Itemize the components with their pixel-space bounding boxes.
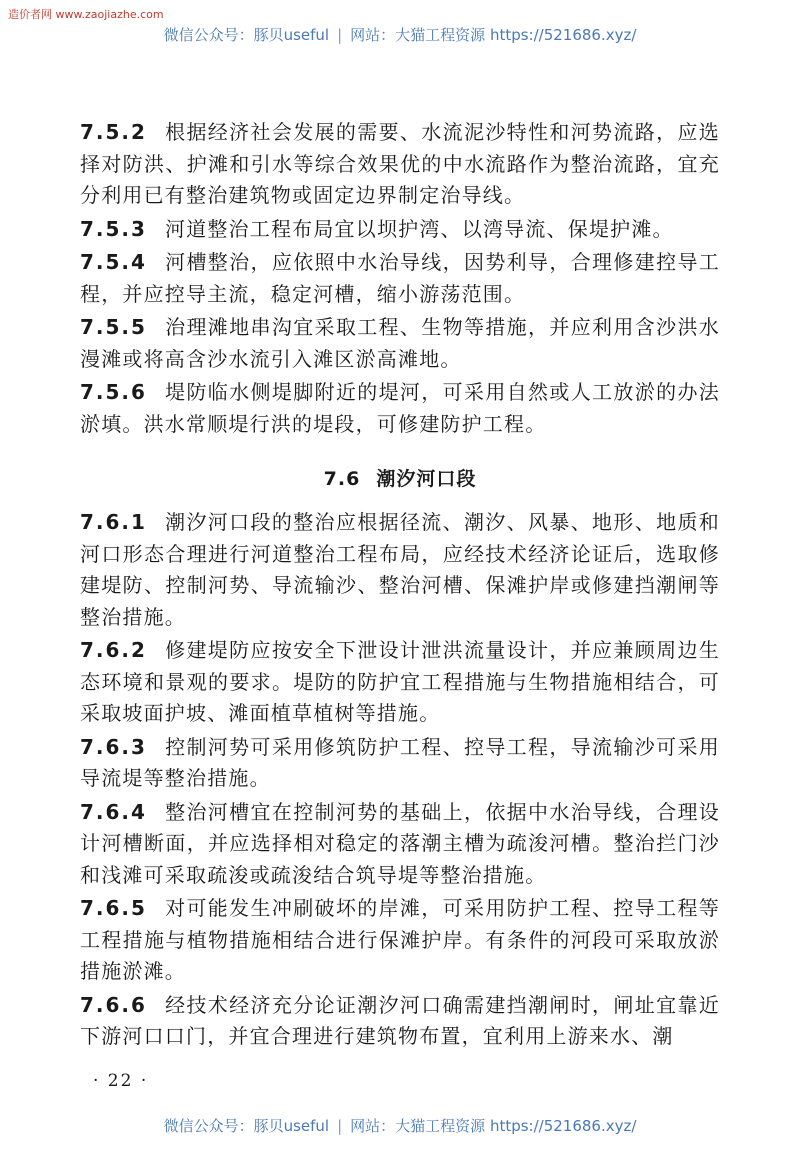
- clause-number: 7.6.1: [80, 510, 147, 534]
- clause-number: 7.5.6: [80, 380, 147, 404]
- site-text: 网站：大猫工程资源: [350, 26, 486, 44]
- clause-text: 对可能发生冲刷破坏的岸滩，可采用防护工程、控导工程等工程措施与植物措施相结合进行保滩护岸。有条件的河段可采取放淤措施淤滩。: [80, 896, 720, 983]
- clause-number: 7.6.5: [80, 896, 147, 920]
- separator: |: [337, 1117, 343, 1135]
- section-heading: [80, 464, 720, 491]
- clause-number: 7.6.3: [80, 734, 147, 759]
- clause-number: 7.6.6: [80, 992, 147, 1017]
- clause-number: 7.5.3: [80, 216, 147, 241]
- clause-number: 7.5.5: [80, 315, 147, 339]
- clause-text: 整治河槽宜在控制河势的基础上，依据中水治导线，合理设计河槽断面，并应选择相对稳定的落潮主槽为疏浚河槽。整治拦门沙和浅滩可采取疏浚或疏浚结合筑导堤等整治措施。: [80, 799, 720, 887]
- clause-text: 治理滩地串沟宜采取工程、生物等措施，并应利用含沙洪水漫滩或将高含沙水流引入滩区淤高滩地。: [80, 315, 720, 371]
- clause-paragraph: [80, 893, 720, 988]
- url-link[interactable]: https://521686.xyz/: [489, 26, 637, 44]
- clause-number: 7.6.4: [80, 799, 147, 824]
- clause-text: 河道整治工程布局宜以坝护湾、以湾导流、保堤护滩。: [164, 216, 674, 241]
- clause-text: 潮汐河口段的整治应根据径流、潮汐、风暴、地形、地质和河口形态合理进行河道整治工程布局，应经技术经济论证后，选取修建堤防、控制河势、导流输沙、整治河槽、保滩护岸或修建挡潮闸等整治措施。: [80, 510, 720, 629]
- clause-paragraph: [80, 214, 720, 246]
- wechat-text: 微信公众号：豚贝useful: [163, 1117, 330, 1135]
- section-title: 潮汐河口段: [376, 468, 477, 490]
- clause-text: 堤防临水侧堤脚附近的堤河，可采用自然或人工放淤的办法淤填。洪水常顺堤行洪的堤段，可修建防护工程。: [80, 380, 720, 436]
- clause-paragraph: [80, 990, 720, 1053]
- clause-number: 7.5.4: [80, 250, 147, 274]
- wechat-text: 微信公众号：豚贝useful: [163, 26, 330, 44]
- clause-paragraph: [80, 247, 720, 310]
- section-7-6-paragraphs: [80, 507, 720, 1053]
- clause-paragraph: [80, 507, 720, 633]
- site-text: 网站：大猫工程资源: [350, 1117, 486, 1135]
- clause-paragraph: [80, 635, 720, 730]
- clause-text: 控制河势可采用修筑防护工程、控导工程，导流输沙可采用导流堤等整治措施。: [80, 734, 720, 790]
- clause-text: 根据经济社会发展的需要、水流泥沙特性和河势流路，应选择对防洪、护滩和引水等综合效果优的中水流路作为整治流路，宜充分利用已有整治建筑物或固定边界制定治导线。: [80, 120, 720, 207]
- header-watermark: [0, 24, 800, 45]
- clause-paragraph: [80, 732, 720, 795]
- clause-number: 7.5.2: [80, 120, 147, 144]
- footer-watermark: [0, 1115, 800, 1136]
- clause-paragraph: [80, 117, 720, 212]
- document-body: [80, 117, 720, 1055]
- section-number: 7.6: [323, 468, 361, 490]
- clause-paragraph: [80, 377, 720, 440]
- top-watermark: 造价者网 www.zaojiazhe.com: [8, 8, 164, 21]
- separator: |: [337, 26, 343, 44]
- url-link[interactable]: https://521686.xyz/: [489, 1117, 637, 1135]
- clause-text: 经技术经济充分论证潮汐河口确需建挡潮闸时，闸址宜靠近下游河口口门，并宜合理进行建筑物布置，宜利用上游来水、潮: [80, 992, 720, 1048]
- clause-paragraph: [80, 797, 720, 892]
- clause-paragraph: [80, 312, 720, 375]
- section-7-5-paragraphs: [80, 117, 720, 440]
- clause-text: 河槽整治，应依照中水治导线，因势利导，合理修建控导工程，并应控导主流，稳定河槽，缩小游荡范围。: [80, 250, 720, 306]
- page-number: · 22 ·: [93, 1071, 149, 1091]
- clause-number: 7.6.2: [80, 638, 147, 662]
- clause-text: 修建堤防应按安全下泄设计泄洪流量设计，并应兼顾周边生态环境和景观的要求。堤防的防护宜工程措施与生物措施相结合，可采取坡面护坡、滩面植草植树等措施。: [80, 638, 720, 725]
